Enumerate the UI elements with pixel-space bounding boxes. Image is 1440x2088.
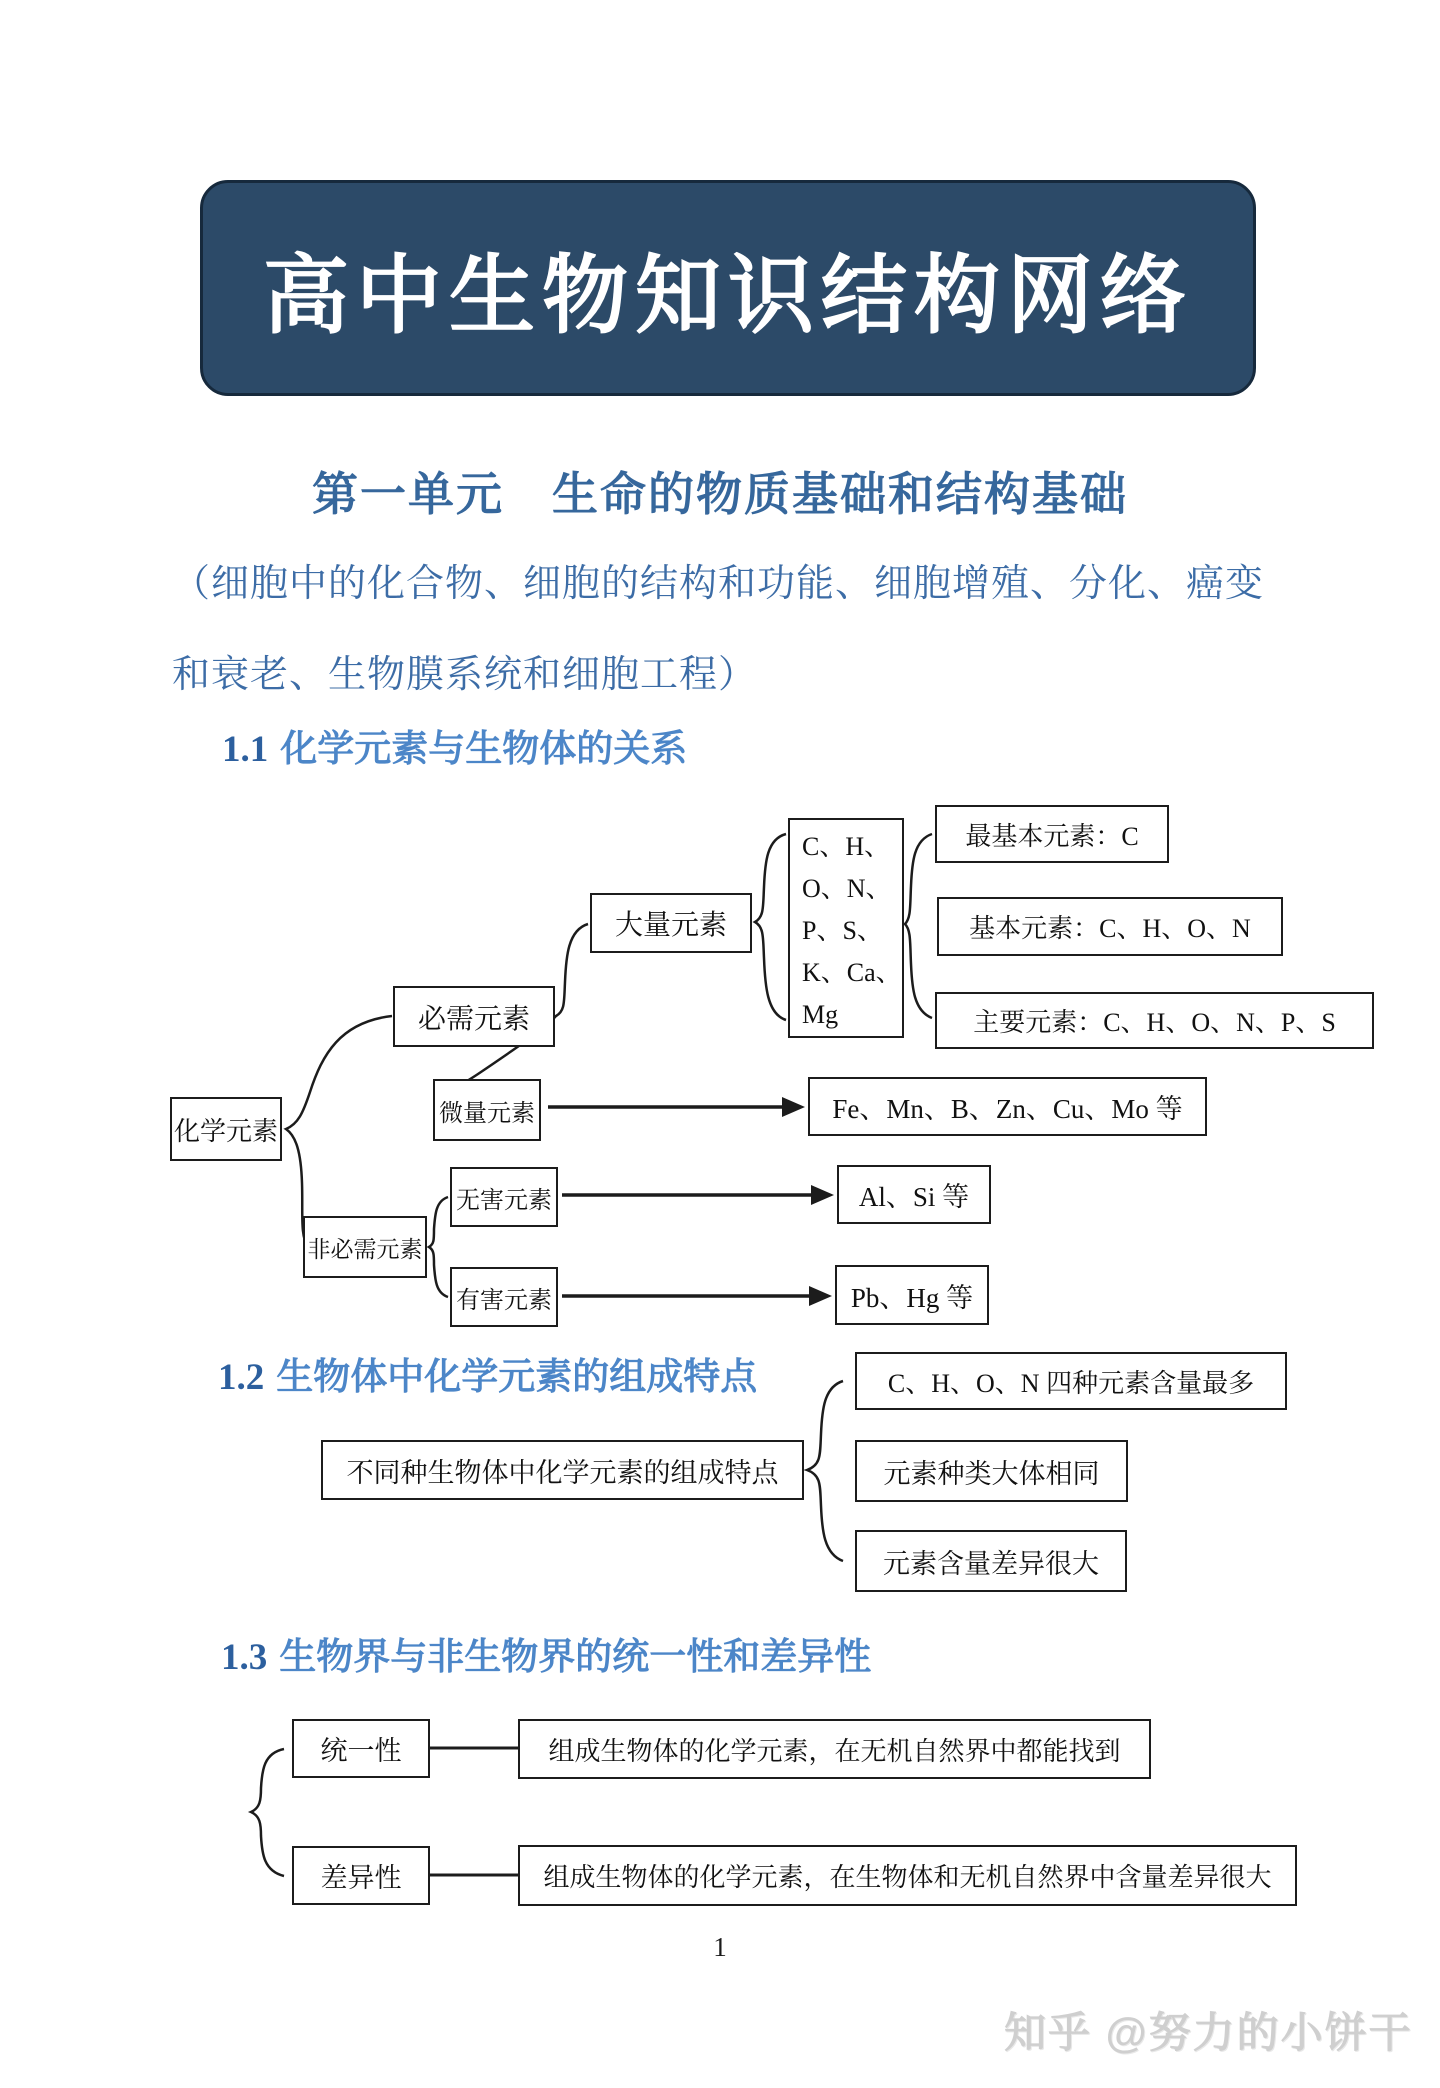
brace-element-list	[905, 834, 932, 1018]
arrow-trace	[548, 1097, 805, 1117]
section-heading-1-3	[221, 1626, 871, 1680]
arrow-harmless	[562, 1185, 834, 1205]
node-difference-label: 差异性	[292, 1846, 430, 1905]
node-harmless-examples: Al、Si 等	[837, 1165, 991, 1224]
unit-subtitle-line1: （细胞中的化合物、细胞的结构和功能、细胞增殖、分化、癌变	[172, 563, 1265, 605]
section-title: 生物体中化学元素的组成特点	[276, 1357, 758, 1398]
node-composition-point-2: 元素种类大体相同	[855, 1440, 1128, 1502]
node-major-elements: 大量元素	[590, 893, 752, 953]
brace-composition	[807, 1381, 843, 1561]
node-composition-point-3: 元素含量差异很大	[855, 1530, 1127, 1592]
node-harmful-examples: Pb、Hg 等	[835, 1265, 989, 1325]
page-number: 1	[713, 1932, 727, 1962]
node-main-elements: 主要元素：C、H、O、N、P、S	[935, 992, 1374, 1049]
unit-subtitle-line2: 和衰老、生物膜系统和细胞工程）	[172, 654, 758, 696]
brace-unity-difference	[251, 1749, 284, 1876]
node-composition-point-1: C、H、O、N 四种元素含量最多	[855, 1352, 1287, 1410]
node-chemical-elements: 化学元素	[170, 1097, 282, 1161]
section-heading-1-2	[218, 1346, 757, 1400]
node-trace-elements: 微量元素	[433, 1079, 541, 1141]
node-nonessential-elements: 非必需元素	[303, 1216, 427, 1278]
node-harmless-elements: 无害元素	[450, 1167, 558, 1227]
section-number: 1.1	[222, 729, 269, 770]
watermark: 知乎 @努力的小饼干	[1004, 2009, 1413, 2056]
node-most-basic-element: 最基本元素：C	[935, 805, 1169, 863]
section-title: 化学元素与生物体的关系	[280, 729, 688, 770]
section-heading-1-1	[222, 718, 687, 772]
node-major-element-list: C、H、 O、N、 P、S、 K、Ca、 Mg	[788, 818, 904, 1038]
section-number: 1.3	[221, 1637, 268, 1678]
arrow-harmful	[562, 1286, 832, 1306]
node-harmful-elements: 有害元素	[450, 1267, 558, 1327]
brace-root	[286, 1016, 392, 1247]
title-banner	[200, 180, 1256, 396]
brace-nonessential	[429, 1197, 448, 1297]
page-title: 高中生物知识结构网络	[263, 248, 1193, 344]
brace-major	[755, 834, 786, 1020]
unit-heading: 第一单元 生命的物质基础和结构基础	[312, 469, 1128, 520]
node-trace-examples: Fe、Mn、B、Zn、Cu、Mo 等	[808, 1077, 1207, 1136]
node-unity-description: 组成生物体的化学元素，在无机自然界中都能找到	[518, 1719, 1151, 1779]
section-number: 1.2	[218, 1357, 265, 1398]
node-unity-label: 统一性	[292, 1719, 430, 1778]
node-difference-description: 组成生物体的化学元素，在生物体和无机自然界中含量差异很大	[518, 1845, 1297, 1906]
node-essential-elements: 必需元素	[393, 986, 555, 1047]
node-composition-source: 不同种生物体中化学元素的组成特点	[321, 1440, 804, 1500]
node-basic-elements: 基本元素：C、H、O、N	[937, 897, 1283, 956]
section-title: 生物界与非生物界的统一性和差异性	[279, 1637, 872, 1678]
